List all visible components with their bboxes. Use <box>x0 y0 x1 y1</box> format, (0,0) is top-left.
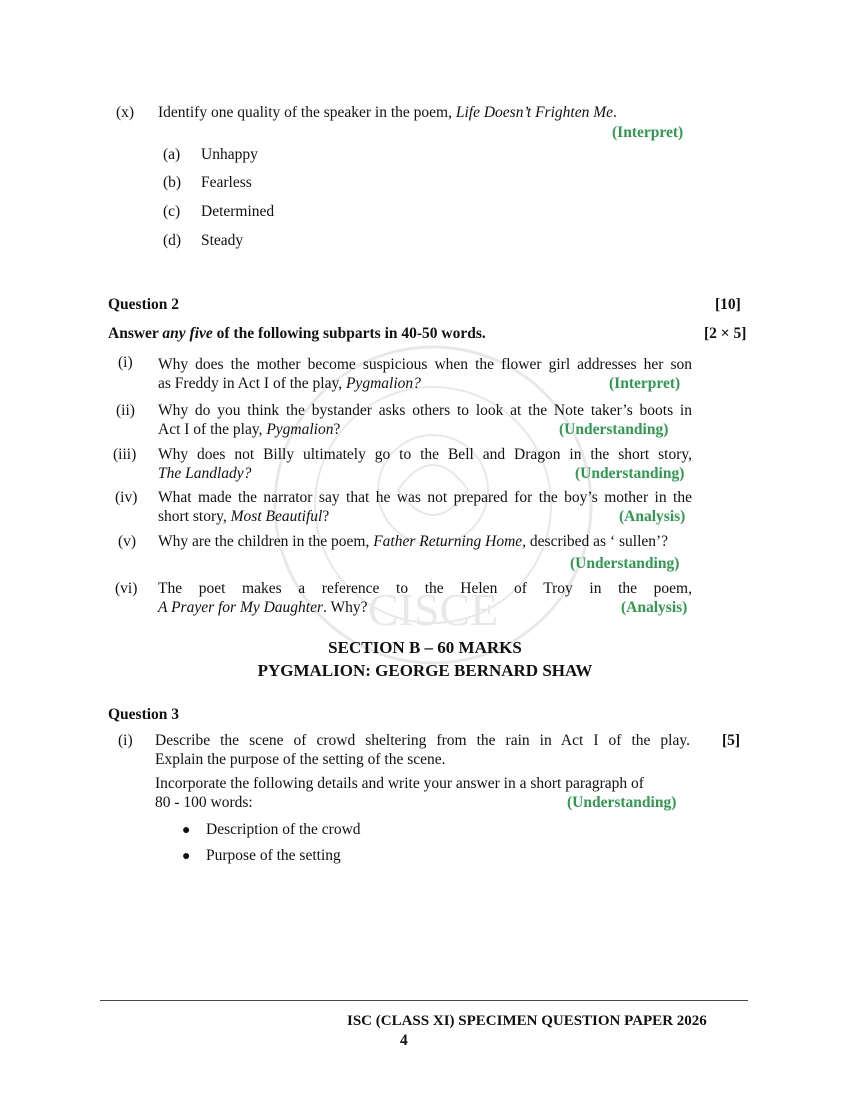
subpart-tag: (Interpret) <box>609 375 681 392</box>
subpart-line: Why does the mother become suspicious when the flower girl addresses her son <box>158 356 692 373</box>
subpart-tag: (Analysis) <box>619 508 686 525</box>
question-2-marks: [10] <box>715 296 741 313</box>
bullet-item: Description of the crowd <box>206 821 361 838</box>
subpart-number: (iii) <box>113 446 137 463</box>
section-heading: SECTION B – 60 MARKS <box>328 638 522 657</box>
q3-line: Describe the scene of crowd sheltering from the rain in Act I of the play. <box>155 732 690 749</box>
page-number: 4 <box>400 1032 408 1049</box>
subpart-line: short story, Most Beautiful? <box>158 508 330 525</box>
bullet-icon: ● <box>182 849 191 864</box>
subpart-line: as Freddy in Act I of the play, Pygmalion? <box>158 375 421 392</box>
subpart-line: Why do you think the bystander asks others to look at the Note taker’s boots in <box>158 402 692 419</box>
subpart-tag: (Understanding) <box>570 555 680 572</box>
q1x-number: (x) <box>116 104 135 121</box>
footer-rule <box>100 1000 748 1001</box>
bullet-item: Purpose of the setting <box>206 847 341 864</box>
question-3-title: Question 3 <box>108 706 180 723</box>
subpart-number: (ii) <box>116 402 135 419</box>
subpart-line: Why does not Billy ultimately go to the Bell and Dragon in the short story, <box>158 446 692 463</box>
svg-text:CISCE: CISCE <box>367 584 499 635</box>
subpart-tag: (Understanding) <box>575 465 685 482</box>
subpart-line: The poet makes a reference to the Helen of Troy in the poem, <box>158 580 692 597</box>
subpart-number: (v) <box>118 533 137 550</box>
q3-line: Explain the purpose of the setting of the scene. <box>155 751 446 768</box>
subpart-number: (vi) <box>115 580 138 597</box>
section-subheading: PYGMALION: GEORGE BERNARD SHAW <box>257 661 593 680</box>
subpart-tag: (Understanding) <box>559 421 669 438</box>
subpart-line: Why are the children in the poem, Father Returning Home, described as ‘ sullen’? <box>158 533 669 550</box>
subpart-number: (iv) <box>115 489 138 506</box>
question-2-instruction-marks: [2 × 5] <box>704 325 747 342</box>
q3-tag: (Understanding) <box>567 794 677 811</box>
subpart-number: (i) <box>118 732 133 749</box>
question-2-title: Question 2 <box>108 296 180 313</box>
q3-line: 80 - 100 words: <box>155 794 253 811</box>
option-label: (c) <box>163 203 181 220</box>
subpart-line: The Landlady? <box>158 465 252 482</box>
option-text: Steady <box>201 232 244 249</box>
subpart-number: (i) <box>118 354 133 371</box>
footer-title: ISC (CLASS XI) SPECIMEN QUESTION PAPER 2026 <box>347 1013 707 1029</box>
option-label: (b) <box>163 174 182 191</box>
question-2-instructions: Answer any five of the following subparts in 40-50 words. <box>108 325 486 342</box>
subpart-line: A Prayer for My Daughter. Why? <box>158 599 368 616</box>
option-text: Determined <box>201 203 275 220</box>
q3-line: Incorporate the following details and write your answer in a short paragraph of <box>155 775 644 792</box>
q1x-text: Identify one quality of the speaker in the poem, Life Doesn’t Frighten Me. <box>158 104 617 121</box>
question-3-marks: [5] <box>722 732 741 749</box>
subpart-tag: (Analysis) <box>621 599 688 616</box>
option-text: Fearless <box>201 174 252 191</box>
bullet-icon: ● <box>182 823 191 838</box>
option-text: Unhappy <box>201 146 258 163</box>
option-label: (a) <box>163 146 181 163</box>
option-label: (d) <box>163 232 182 249</box>
q1x-tag: (Interpret) <box>612 124 684 141</box>
subpart-line: What made the narrator say that he was not prepared for the boy’s mother in the <box>158 489 692 506</box>
subpart-line: Act I of the play, Pygmalion? <box>158 421 341 438</box>
